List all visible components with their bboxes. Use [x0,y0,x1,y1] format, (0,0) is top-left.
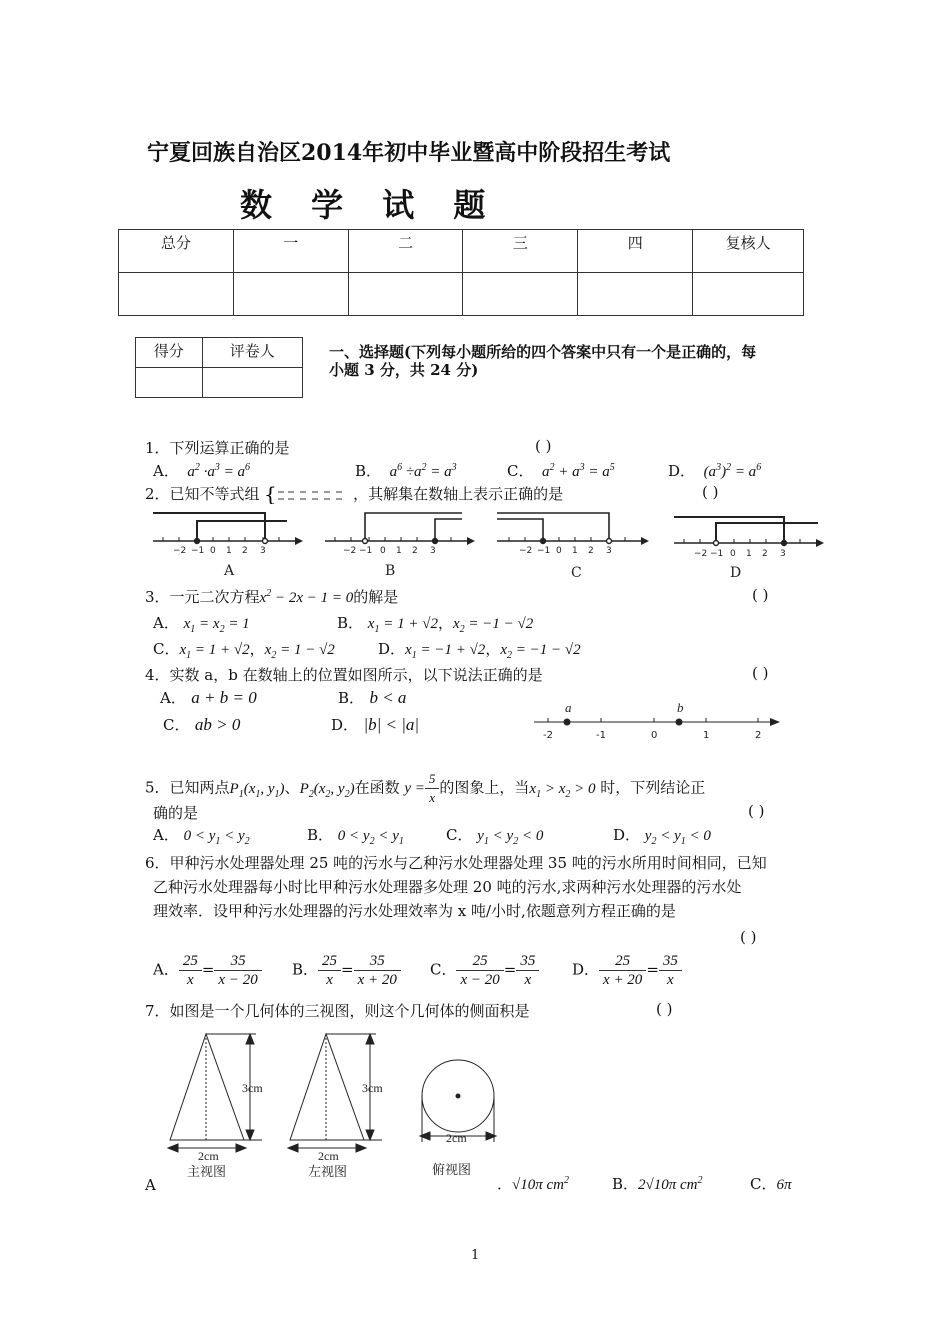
grader-header-score: 得分 [136,338,203,368]
score-table [118,229,804,316]
left-view-label: 左视图 [308,1165,348,1180]
q3-option-a: A． $x_1 = x_2 = 1$ [153,614,250,635]
score-header-1: 一 [233,230,348,273]
q4-option-d: D． |b| < |a| [331,715,420,734]
q4-point-b-label: b [677,700,684,715]
q6-option-b: B． $\frac{25}{x}$ = $\frac{35}{x + 20}$ [292,952,401,989]
q3-option-c: C．$x_1 = 1 + √2$，$x_2 = 1 - √2$ [153,640,335,661]
numline-b-label: B [385,563,396,579]
q4-stem: 4．实数 a，b 在数轴上的位置如图所示，以下说法正确的是 [145,666,543,684]
q1-label-c: C． [507,462,534,480]
q4-tick: 0 [651,730,658,741]
q6-line1: 6．甲种污水处理器处理 25 吨的污水与乙种污水处理器处理 35 吨的污水所用时间相同，已知 [145,854,767,872]
q4-tick: -1 [596,730,606,741]
score-header-3: 三 [463,230,578,273]
q2-stem-post: ，其解集在数轴上表示正确的是 [353,485,564,503]
q3-stem-pre: 3．一元二次方程 [145,588,260,606]
q7-dot: ． [497,1175,513,1193]
q3-option-b: B． $x_1 = 1 + √2$，$x_2 = -1 - √2$ [337,614,534,635]
svg-text:−2: −2 [173,546,187,556]
grader-cell [136,368,203,398]
q6-option-d: D． $\frac{25}{x + 20}$ = $\frac{35}{x}$ [572,952,682,989]
q5-stem-pre: 5．已知两点 [145,778,230,797]
q3-option-d: D．$x_1 = -1 + √2$，$x_2 = -1 - √2$ [378,640,581,661]
q5-stem-mid2: 的图象上，当 [439,778,530,797]
score-header-2: 二 [348,230,463,273]
front-view-label: 主视图 [187,1165,227,1180]
q2-number-lines [145,505,835,585]
svg-text:1: 1 [226,546,232,556]
q6-line2: 乙种污水处理器每小时比甲种污水处理器多处理 20 吨的污水,求两种污水处理器的污水处 [153,878,742,896]
svg-text:2: 2 [762,549,768,559]
svg-text:0: 0 [730,549,736,559]
q7-stem: 7．如图是一个几何体的三视图，则这个几何体的侧面积是 [145,1002,530,1020]
score-header-reviewer: 复核人 [693,230,804,273]
numline-c [497,513,649,581]
q5-option-d: D． $y_2 < y_1 < 0$ [613,826,711,847]
score-cell [693,273,804,316]
svg-text:{: { [264,486,278,504]
q7-label-a: A [145,1176,156,1194]
svg-text:2: 2 [412,546,418,556]
grader-header-grader: 评卷人 [202,338,302,368]
q6-paren: ( ) [740,928,757,946]
front-view [168,1034,263,1180]
q5-option-a: A． $0 < y_1 < y_2$ [153,826,250,847]
svg-text:3: 3 [606,546,612,556]
score-cell [578,273,693,316]
left-width-label: 2cm [318,1149,339,1163]
front-width-label: 2cm [198,1149,219,1163]
q1-paren: ( ) [535,437,552,455]
score-cell [119,273,234,316]
svg-text:1: 1 [746,549,752,559]
svg-text:−1: −1 [191,546,205,556]
exam-title: 宁夏回族自治区2014年初中毕业暨高中阶段招生考试 [147,140,671,166]
top-view [420,1060,496,1178]
q1-label-d: D． [668,462,696,480]
q5-option-c: C． $y_1 < y_2 < 0$ [446,826,544,847]
numline-b [325,513,475,579]
svg-text:3: 3 [430,546,436,556]
svg-text:−1: −1 [359,546,373,556]
svg-text:−1: −1 [537,546,551,556]
svg-text:3: 3 [260,546,266,556]
q4-tick: 2 [755,730,762,741]
top-view-label: 俯视图 [432,1163,472,1178]
q2-inequality-system [264,486,348,504]
grader-cell [202,368,302,398]
svg-text:2: 2 [242,546,248,556]
q7-label-c: C． [750,1175,777,1193]
q6-option-c: C． $\frac{25}{x - 20}$ = $\frac{35}{x}$ [430,952,539,989]
q5-line2: 确的是 [153,804,199,822]
section-heading-2: 小题 3 分，共 24 分) [329,361,479,379]
q3-stem-post: 的解是 [353,588,399,606]
svg-text:1: 1 [396,546,402,556]
score-header-4: 四 [578,230,693,273]
numline-d-label: D [730,565,742,581]
q4-tick: -2 [543,730,553,741]
svg-text:0: 0 [380,546,386,556]
svg-text:3: 3 [780,549,786,559]
q1-label-b: B． [355,462,382,480]
q1-option-c: C． $a^2 + a^3 = a^5$ [507,462,615,480]
q5-stem-post: 时，下列结论正 [600,778,706,797]
q6-option-a: A． $\frac{25}{x}$ = $\frac{35}{x - 20}$ [153,952,262,989]
top-width-label: 2cm [446,1131,467,1145]
q1-option-d: D． $(a^3)^2 = a^6$ [668,462,762,480]
svg-text:0: 0 [210,546,216,556]
score-cell [233,273,348,316]
q4-option-c: C． ab > 0 [163,715,241,734]
grader-table [135,337,303,398]
q2-stem [145,483,563,504]
q5-stem: 5．已知两点$P_1(x_1$, $y_1$)、$P_2(x_2$, $y_2$)在函数 y = $\frac{5}{x}$ 的图象上，当$x_1 > x_2 > 0$ 时，下列结论正 [145,771,706,805]
q2-paren: ( ) [702,483,719,501]
q7-paren: ( ) [656,1000,673,1018]
q3-paren: ( ) [752,586,769,604]
q7-option-c: C．6π [750,1175,792,1193]
numline-a [153,513,303,579]
q7-three-views [160,1028,510,1188]
q4-number-line [530,698,790,744]
svg-text:−1: −1 [710,549,724,559]
q6-line3: 理效率．设甲种污水处理器的污水处理效率为 x 吨/小时,依题意列方程正确的是 [153,902,676,920]
svg-text:−2: −2 [519,546,533,556]
q2-stem-pre: 2．已知不等式组 [145,485,260,503]
score-cell [348,273,463,316]
numline-c-label: C [571,565,582,581]
page-number: 1 [471,1248,480,1263]
svg-text:2: 2 [588,546,594,556]
q4-point-a-label: a [565,700,572,715]
q4-option-b: B． b < a [338,688,407,707]
q5-paren: ( ) [748,802,765,820]
q4-paren: ( ) [752,664,769,682]
q7-label-b: B． [612,1175,639,1193]
q5-stem-mid: 在函数 [354,778,400,797]
svg-text:−2: −2 [694,549,708,559]
q5-option-b: B． $0 < y_2 < y_1$ [307,826,404,847]
q3-stem: 3．一元二次方程$x^2 - 2x - 1 = 0$的解是 [145,588,399,606]
q1-stem: 1．下列运算正确的是 [145,439,290,457]
exam-subtitle: 数 学 试 题 [240,186,500,224]
q1-label-a: A． [153,462,179,480]
q4-option-a: A． a + b = 0 [160,688,257,707]
left-view [288,1034,383,1180]
q4-tick: 1 [703,730,710,741]
q7-option-b: B．2√10π $cm^2$ [612,1175,703,1193]
score-cell [463,273,578,316]
svg-text:1: 1 [572,546,578,556]
q7-option-a: ．√10π $cm^2$ [497,1175,570,1193]
score-header-total: 总分 [119,230,234,273]
svg-text:0: 0 [556,546,562,556]
left-height-label: 3cm [362,1081,383,1095]
q1-option-b: B． $a^6 \div a^2 = a^3$ [355,462,457,480]
numline-d [674,517,824,581]
numline-a-label: A [224,563,235,579]
section-heading: 一、选择题(下列每小题所给的四个答案中只有一个是正确的，每 [329,343,757,361]
front-height-label: 3cm [242,1081,263,1095]
svg-text:−2: −2 [343,546,357,556]
q1-option-a: A． $a^2 \cdot a^3 = a^6$ [153,462,250,480]
